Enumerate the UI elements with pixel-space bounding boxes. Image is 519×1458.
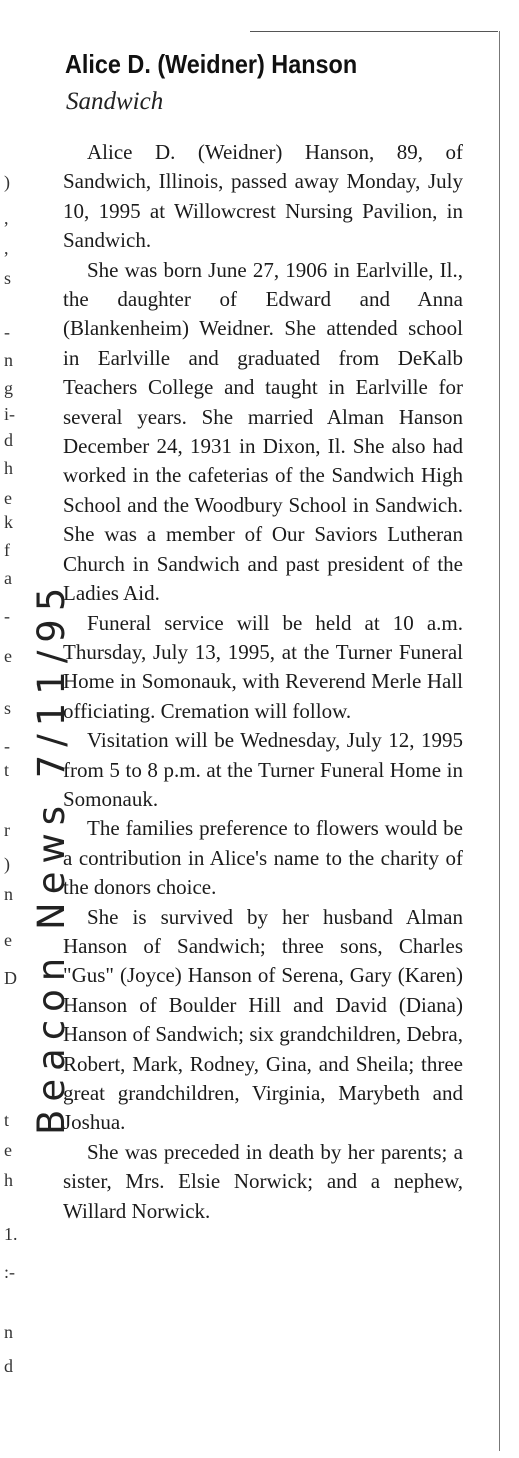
margin-fragment: n <box>4 1322 13 1342</box>
paragraph-funeral-service: Funeral service will be held at 10 a.m. Thursday, July 13, 1995, at the Turner Funeral Home in Somonauk, with Reverend Merle Hall officiating. Cremation will follow. <box>63 610 463 723</box>
margin-fragment: d <box>4 1356 13 1376</box>
paragraph-survivors: She is survived by her husband Alman Hanson of Sandwich; three sons, Charles "Gus" (Joyce) Hanson of Serena, Gary (Karen) Hanson of Boulder Hill and David (Diana) Hanson of Sandwich; six grandchildren, Debra, Robert, Mark, Rodney, Gina, and Sheila; three great grandchildren, Virginia, Marybeth and Joshua. <box>63 904 463 1135</box>
adjacent-column-fragments <box>0 0 18 1458</box>
margin-fragment: t <box>4 760 10 780</box>
margin-fragment: s <box>4 268 12 288</box>
margin-fragment: d <box>4 430 13 450</box>
paragraph-visitation: Visitation will be Wednesday, July 12, 1995 from 5 to 8 p.m. at the Turner Funeral Home in Somonauk. <box>63 728 463 811</box>
margin-fragment: f <box>4 540 10 560</box>
handwritten-source-note: Beacon News 7/11/95 <box>30 579 73 1135</box>
margin-fragment: - <box>4 606 10 626</box>
margin-fragment: s <box>4 698 12 718</box>
margin-fragment: e <box>4 646 12 666</box>
obituary-body <box>63 138 463 1226</box>
margin-fragment: a <box>4 568 12 588</box>
margin-fragment: e <box>4 930 12 950</box>
paragraph-preceded-in-death: She was preceded in death by her parents; a sister, Mrs. Elsie Norwick; and a nephew, Willard Norwick. <box>63 1139 463 1223</box>
margin-fragment: , <box>4 238 9 258</box>
margin-fragment: ) <box>4 854 10 874</box>
margin-fragment: n <box>4 350 13 370</box>
margin-fragment: :- <box>4 1262 15 1282</box>
column-rule <box>499 31 500 1451</box>
paragraph-biography: She was born June 27, 1906 in Earlville, Il., the daughter of Edward and Anna (Blankenheim) Weidner. She attended school in Earlville and graduated from DeKalb Teachers College and taught in Earlville for several years. She married Alman Hanson December 24, 1931 in Dixon, Il. She also had worked in the cafeterias of the Sandwich High School and the Woodbury School in Sandwich. She was a member of Our Saviors Lutheran Church in Sandwich and past president of the Ladies Aid. <box>63 257 463 606</box>
margin-fragment: h <box>4 1170 13 1190</box>
margin-fragment: - <box>4 322 10 342</box>
margin-fragment: D <box>4 968 17 988</box>
margin-fragment: k <box>4 512 13 532</box>
margin-fragment: t <box>4 1110 10 1130</box>
top-rule <box>250 31 498 32</box>
margin-fragment: - <box>4 736 10 756</box>
margin-fragment: , <box>4 208 9 228</box>
margin-fragment: g <box>4 378 13 398</box>
margin-fragment: n <box>4 884 13 904</box>
margin-fragment: 1. <box>4 1224 18 1244</box>
paragraph-memorials: The families preference to flowers would be a contribution in Alice's name to the charity of the donors choice. <box>63 816 463 900</box>
margin-fragment: ) <box>4 172 10 192</box>
margin-fragment: e <box>4 488 12 508</box>
obituary-heading: Alice D. (Weidner) Hanson <box>65 49 358 79</box>
margin-fragment: h <box>4 458 13 478</box>
obituary-location: Sandwich <box>66 88 164 115</box>
paragraph-death-notice: Alice D. (Weidner) Hanson, 89, of Sandwich, Illinois, passed away Monday, July 10, 1995 at Willowcrest Nursing Pavilion, in Sandwich. <box>63 140 463 253</box>
margin-fragment: r <box>4 820 10 840</box>
margin-fragment: e <box>4 1140 12 1160</box>
margin-fragment: i- <box>4 404 15 424</box>
